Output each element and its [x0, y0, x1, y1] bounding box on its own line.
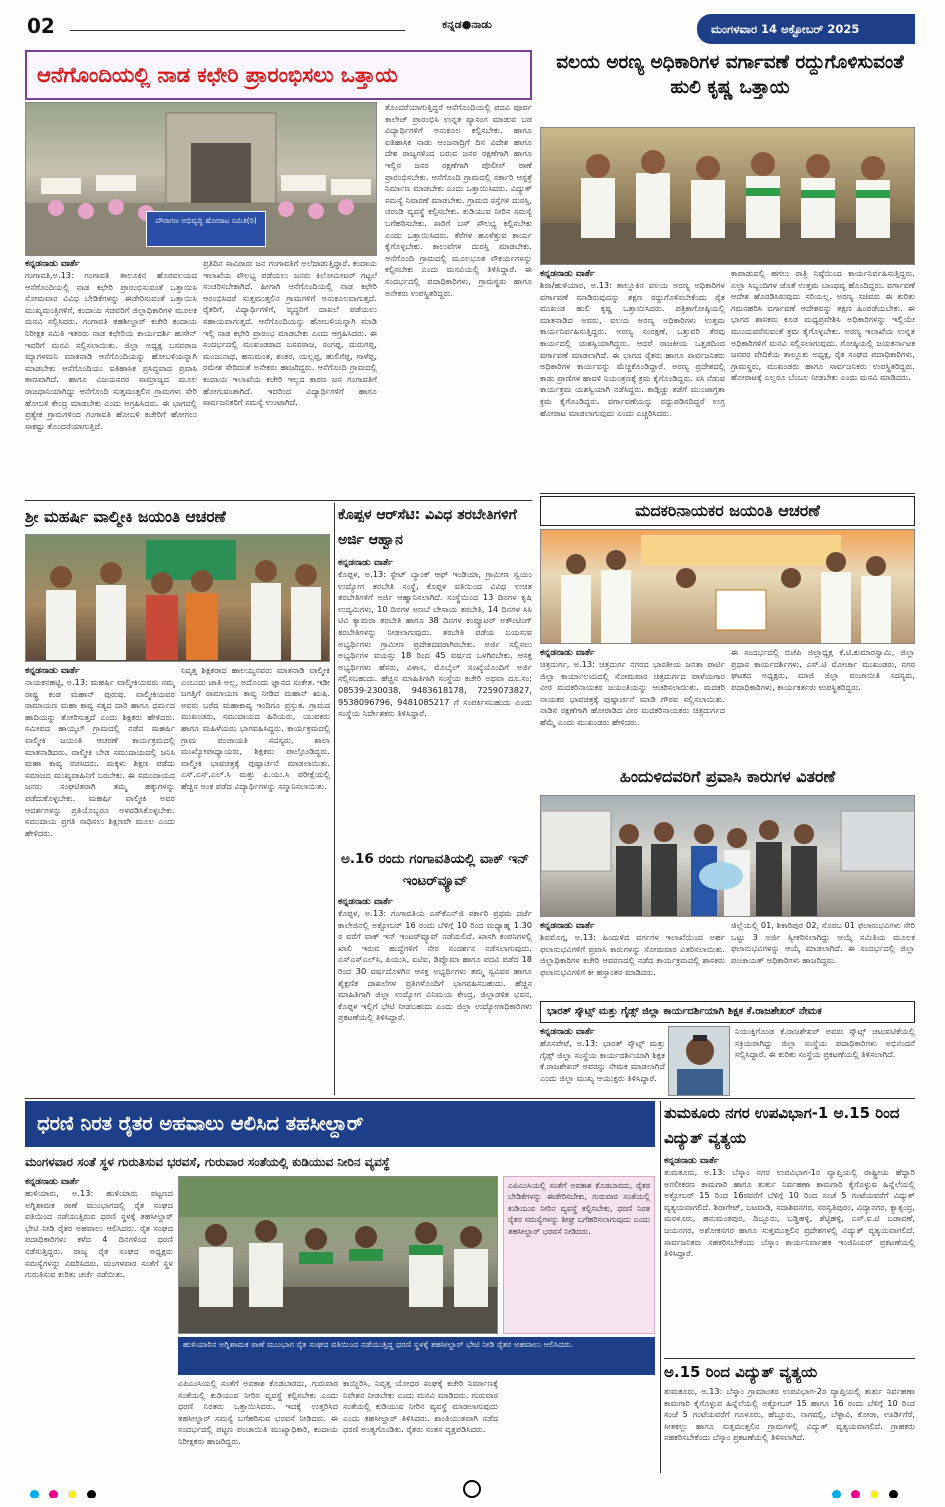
article2-byline: ಕನ್ನಡನಾಡು ವಾರ್ತೆ: [540, 269, 595, 279]
article4-body: [338, 557, 532, 846]
article9-headline-box: [25, 1101, 655, 1147]
date-banner: ಮಂಗಳವಾರ 14 ಅಕ್ಟೋಬರ್ 2025: [697, 14, 915, 44]
article1-col1: [25, 258, 197, 498]
article4-byline: ಕನ್ನಡನಾಡು ವಾರ್ತೆ: [338, 558, 393, 568]
article3-col1-text: ನಾಯಕನಹಟ್ಟಿ, ಅ.13: ಮಹರ್ಷಿ ವಾಲ್ಮೀಕಿಯವರು ನಮ್ಮ ರಾಷ್ಟ್ರ ಕಂಡ ಮಹಾನ್ ಪುರುಷ. ವಾಲ್ಮೀಕಿಯವರ ರಾಮಾಯಣ ಮಹಾ ಕಾವ್ಯ ಸತ್ಯದ ದಾರಿ ಹಾಗೂ ಧರ್ಮದ ಹಾದಿಯನ್ನು ತೋರಿಸುತ್ತದೆ ಎಂದು ಶಿಕ್ಷಕರು ಹೇಳಿದರು. ಸಮೀಪದ ಹಾಯ್ಕಲ್ ಗ್ರಾಮದಲ್ಲಿ ನಡೆದ ಮಹರ್ಷಿ ವಾಲ್ಮೀಕಿ ಜಯಂತಿ ಆಚರಣೆ ಕಾರ್ಯಕ್ರಮದಲ್ಲಿ ಮಾತನಾಡಿದರು. ವಾಲ್ಮೀಕಿ ಬೇಡ ಸಮುದಾಯದಲ್ಲಿ ಜನಿಸಿ ಮಹಾ ಕಾವ್ಯ ರಚಿಸಿದರು. ಮಕ್ಕಳು ಶಿಕ್ಷಣ ಪಡೆದು ಸಮಾಜದ ಮುಖ್ಯವಾಹಿನಿಗೆ ಬರಬೇಕು. ಈ ಸಮುದಾಯದ ಜನರು ಸಂಘಟಿತರಾಗಿ ತಮ್ಮ ಹಕ್ಕುಗಳನ್ನು ಪಡೆದುಕೊಳ್ಳಬೇಕು. ಮಹರ್ಷಿ ವಾಲ್ಮೀಕಿ ಅವರ ಆದರ್ಶಗಳನ್ನು ಪ್ರತಿಯೊಬ್ಬರೂ ಅಳವಡಿಸಿಕೊಳ್ಳಬೇಕು. ಸಮುದಾಯ ಪ್ರಗತಿ ಸಾಧಿಸಲು ಶಿಕ್ಷಣವೇ ಮೂಲ ಎಂದು ಹೇಳಿದರು.: [25, 677, 175, 838]
article10-headline: ತುಮಕೂರು ನಗರ ಉಪವಿಭಾಗ-1 ಅ.15 ರಿಂದ ವಿದ್ಯುತ್ ವ್ಯತ್ಯಯ: [664, 1104, 900, 1147]
divider-col-a: [334, 503, 335, 1095]
registration-marks-left: [30, 1484, 150, 1498]
article9-col2: ಎಪಿಎಂಸಿಯಲ್ಲಿ ಸಂತೆಗೆ ಅವಕಾಶ ಕೊಡಬಾರದು, ಗುರುವಾರ ಸಂತೆಯಲ್ಲಿ ಕುಡಿಯುವ ನೀರಿನ ವ್ಯವಸ್ಥೆ ಕಲ್ಪಿಸಬೇಕು ಎಂದು ಧರಣಿ ನಿರತರು ಒತ್ತಾಯಿಸಿದರು. ಇದಕ್ಕೆ ಉತ್ತರಿಸಿದ ತಹಸೀಲ್ದಾರ್ ಸಮಸ್ಯೆ ಬಗೆಹರಿಸುವ ಭರವಸೆ ನೀಡಿದರು. ಈ ಸಂದರ್ಭದಲ್ಲಿ ಪಟ್ಟಣ ಪಂಚಾಯಿತಿ ಮುಖ್ಯಾಧಿಕಾರಿ, ಕಂದಾಯ ನಿರೀಕ್ಷಕರು ಹಾಜರಿದ್ದರು.: [178, 1378, 338, 1446]
article6-col1: [540, 647, 725, 759]
article1-headline-box: [25, 50, 532, 100]
article7-byline: ಕನ್ನಡನಾಡು ವಾರ್ತೆ: [540, 921, 595, 931]
article8-headline-box: [540, 1001, 915, 1023]
article5-body-text: ಕೊಪ್ಪಳ, ಅ.13: ಗಂಗಾವತಿಯ ಎಸ್‌ಕೆಎನ್‌ಜಿ ಸರ್ಕಾರಿ ಪ್ರಥಮ ದರ್ಜೆ ಕಾಲೇಜಿನಲ್ಲಿ ಅಕ್ಟೋಬರ್ 16 ರಂದು ಬೆಳಿಗ್ಗೆ 10 ರಿಂದ ಮಧ್ಯಾಹ್ನ 1.30 ರ ವರೆಗೆ ವಾಕ್ ಇನ್ ಇಂಟರ್‌ವ್ಯೂವ್ ನಡೆಯಲಿದೆ. ಖಾಸಗಿ ಕಂಪನಿಗಳಲ್ಲಿ ಖಾಲಿ ಇರುವ ಹುದ್ದೆಗಳಿಗೆ ನೇರ ಸಂದರ್ಶನ ನಡೆಸಲಾಗುವುದು. ಎಸ್‌ಎಸ್‌ಎಲ್‌ಸಿ, ಪಿಯುಸಿ, ಐಟಿಐ, ಡಿಪ್ಲೊಮಾ ಹಾಗೂ ಪದವಿ ಪಡೆದ 18 ರಿಂದ 30 ವರ್ಷದೊಳಗಿನ ಆಸಕ್ತ ಅಭ್ಯರ್ಥಿಗಳು ತಮ್ಮ ಸ್ವವಿವರ ಹಾಗೂ ಶೈಕ್ಷಣಿಕ ದಾಖಲೆಗಳ ಪ್ರತಿಗಳೊಂದಿಗೆ ಭಾಗವಹಿಸಬಹುದು. ಹೆಚ್ಚಿನ ಮಾಹಿತಿಗಾಗಿ ಜಿಲ್ಲಾ ಉದ್ಯೋಗ ವಿನಿಮಯ ಕೇಂದ್ರ, ಜಿಲ್ಲಾಡಳಿತ ಭವನ, ಕೊಪ್ಪಳ ಇಲ್ಲಿಗೆ ಭೇಟಿ ನೀಡಬಹುದು ಎಂದು ಜಿಲ್ಲಾ ಉದ್ಯೋಗಾಧಿಕಾರಿಗಳು ಪ್ರಕಟಣೆಯಲ್ಲಿ ತಿಳಿಸಿದ್ದಾರೆ.: [338, 908, 532, 1023]
article10-body: [664, 1155, 915, 1355]
article1-col1-text: ಗಂಗಾವತಿ,ಅ.13: ಗಂಗಾವತಿ ತಾಲೂಕಿನ ಹೊರವಲಯದ ಆನೆಗೊಂದಿಯಲ್ಲಿ ನಾಡ ಕಛೇರಿ ಪ್ರಾರಂಭಿಸುವಂತೆ ಒತ್ತಾಯಿಸಿ ಸೋಮವಾರ ವಿವಿಧ ಬೇಡಿಕೆಗಳನ್ನು ಈಡೇರಿಸುವಂತೆ ಒತ್ತಾಯಿಸಿ ಮುಖ್ಯಮಂತ್ರಿಗಳಿಗೆ, ಕಂದಾಯ ಸಚಿವರಿಗೆ ಜಿಲ್ಲಾಧಿಕಾರಿಗಳ ಮೂಲಕ ಮನವಿ ಸಲ್ಲಿಸಿದರು. ಗಂಗಾವತಿ ತಹಶೀಲ್ದಾರ್ ಕಚೇರಿ ಕಂದಾಯ ನಿರೀಕ್ಷಕ ಸಮಿತಿ ಇತರರು ನಾಡ ಕಛೇರಿಯ ಕಾರ್ಯದರ್ಶಿ ಹುಸೇನ್ ಇವರಿಗೆ ಮನವಿ ಸಲ್ಲಿಸಲಾಯಿತು. ಜಿಲ್ಲಾ ಅಧ್ಯಕ್ಷ ಬಸವರಾಜ ಮ್ಯಾಗಳಮನಿ ಮಾತನಾಡಿ ಆನೆಗೊಂದಿಯನ್ನು ಹೋಬಳಿಯನ್ನಾಗಿ ಮಾಡಬೇಕು ಆನೆಗೊಂದಿಯು ಐತಿಹಾಸಿಕ ಪ್ರಸಿದ್ಧವಾದ ಪ್ರವಾಸಿ ತಾಣವಾಗಿದೆ. ಹಾಗೂ ವಿಜಯನಗರ ಸಾಮ್ರಾಜ್ಯದ ಮೂಲ ರಾಜಧಾನಿಯಾಗಿದ್ದು ಆನೆಗೊಂದಿ ಸುತ್ತಮುತ್ತಲಿನ ಗ್ರಾಮಗಳು ಸೇರಿ ಹೋಬಳಿ ಕೇಂದ್ರ ಮಾಡಬೇಕು ಎಂದು ಆಗ್ರಹಿಸಿದರು. ಈ ಭಾಗದಲ್ಲಿ ಪ್ರತ್ಯೇಕ ಗ್ರಾಮಗಳಿಂದ ಗಂಗಾವತಿ ಹೋಬಳಿ ಕಚೇರಿಗೆ ಹೋಗಲು ಸಾಕಷ್ಟು ತೊಂದರೆಯಾಗುತ್ತಿದೆ.: [25, 270, 197, 431]
reg-dot-black-r: [889, 1490, 898, 1498]
article6-photo: [540, 529, 915, 644]
article8-col1-text: ಹೊಸಪೇಟೆ, ಅ.13: ಭಾರತ್ ಸ್ಕೌಟ್ಸ್ ಮತ್ತು ಗೈಡ್ಸ್ ಜಿಲ್ಲಾ ಸಂಸ್ಥೆಯ ಕಾರ್ಯದರ್ಶಿಯಾಗಿ ಶಿಕ್ಷಕ ಕೆ.ರಾಜಶೇಖರ್ ಅವರನ್ನು ನೇಮಕ ಮಾಡಲಾಗಿದೆ ಎಂದು ಜಿಲ್ಲಾ ಮುಖ್ಯ ಆಯುಕ್ತರು ತಿಳಿಸಿದ್ದಾರೆ.: [540, 1038, 665, 1083]
article4-headline: ಕೊಪ್ಪಳ ಆರ್‌ಸೆಟಿ: ವಿವಿಧ ತರಬೇತಿಗಳಿಗೆ ಅರ್ಜಿ ಆಹ್ವಾನ: [338, 507, 517, 548]
article9-caption: ಹುಳಿಯಾರಿನ ಅಗ್ನಿಶಾಮಕ ಠಾಣೆ ಮುಂಭಾಗ ರೈತ ಸಂಘದ ವತಿಯಿಂದ ನಡೆಯುತ್ತಿದ್ದ ಧರಣಿ ಸ್ಥಳಕ್ಕೆ ತಹಸೀಲ್ದಾರ್ ಭೇಟಿ ನೀಡಿ ರೈತರ ಅಹವಾಲು ಆಲಿಸಿದರು.: [178, 1337, 655, 1375]
reg-dot-yellow: [68, 1490, 77, 1498]
car-handover-photo-svg: [541, 796, 915, 917]
article6-byline: ಕನ್ನಡನಾಡು ವಾರ್ತೆ: [540, 648, 595, 658]
article3-col2: ನಿವೃತ್ತ ಶಿಕ್ಷಕರಾದ ಹಾಲಯ್ಯನವರು ಮಾತನಾಡಿ ವಾಲ್ಮೀಕಿ ಎಂಬುದು ಜಾತಿ ಅಲ್ಲ, ಅದೊಂದು ಜ್ಞಾನದ ಸಂಕೇತ. ಇಡೀ ಜಗತ್ತಿಗೆ ರಾಮಾಯಣ ಕಾವ್ಯ ನೀಡಿದ ಮಹಾನ್ ಋಷಿ. ಅವರು ಬರೆದ ಮಹಾಕಾವ್ಯ ಇಂದಿಗೂ ಪ್ರಸ್ತುತ. ಗ್ರಾಮದ ಮುಖಂಡರು, ಸಮುದಾಯದ ಹಿರಿಯರು, ಯುವಕರು ಹಾಗೂ ಮಹಿಳೆಯರು ಭಾಗವಹಿಸಿದ್ದರು. ಕಾರ್ಯಕ್ರಮದಲ್ಲಿ ಗ್ರಾಮ ಪಂಚಾಯತಿ ಸದಸ್ಯರು, ಶಾಲಾ ಮುಖ್ಯೋಪಾಧ್ಯಾಯರು, ಶಿಕ್ಷಕರು ಪಾಲ್ಗೊಂಡಿದ್ದರು. ವಾಲ್ಮೀಕಿ ಭಾವಚಿತ್ರಕ್ಕೆ ಪುಷ್ಪಾರ್ಚನೆ ಮಾಡಲಾಯಿತು. ಎಸ್.ಎಸ್.ಎಲ್.ಸಿ ಮತ್ತು ಪಿ.ಯು.ಸಿ ಪರೀಕ್ಷೆಯಲ್ಲಿ ಹೆಚ್ಚಿನ ಅಂಕ ಪಡೆದ ವಿದ್ಯಾರ್ಥಿಗಳನ್ನು ಸನ್ಮಾನಿಸಲಾಯಿತು.: [181, 665, 330, 791]
article1-photo: [25, 102, 377, 256]
photo-banner: ಪೌರಾಗಣ ಅಭಿವೃದ್ಧಿ ಹೋರಾಟ ಸಮಿತಿ(ರಿ): [146, 211, 266, 247]
article3-col1: [25, 665, 175, 1095]
article9-col4: [503, 1378, 655, 1471]
article1-headline: ಆನೆಗೊಂದಿಯಲ್ಲಿ ನಾಡ ಕಛೇರಿ ಪ್ರಾರಂಭಿಸಲು ಒತ್ತಾಯ: [37, 63, 398, 87]
article9-subheadline: ಮಂಗಳವಾರ ಸಂತೆ ಸ್ಥಳ ಗುರುತಿಸುವ ಭರವಸೆ, ಗುರುವಾರ ಸಂತೆಯಲ್ಲಿ ಕುಡಿಯುವ ನೀರಿನ ವ್ಯವಸ್ಥೆ: [25, 1155, 390, 1169]
registration-target: [463, 1480, 481, 1498]
portrait-photo-svg: [669, 1027, 730, 1096]
divider-mid-right: [540, 493, 915, 494]
masthead-rule: [70, 30, 405, 31]
valmiki-photo-svg: [26, 535, 330, 662]
jayanti-photo-svg: [541, 530, 915, 644]
reg-dot-yellow-r: [870, 1490, 879, 1498]
article4-body-text: ಕೊಪ್ಪಳ, ಅ.13: ಸ್ಟೇಟ್ ಬ್ಯಾಂಕ್ ಆಫ್ ಇಂಡಿಯಾ, ಗ್ರಾಮೀಣ ಸ್ವಯಂ ಉದ್ಯೋಗ ತರಬೇತಿ ಸಂಸ್ಥೆ, ಕೊಪ್ಪಳ ವತಿಯಿಂದ ವಿವಿಧ ಉಚಿತ ತರಬೇತಿಗಳಿಗೆ ಅರ್ಜಿ ಆಹ್ವಾನಿಸಲಾಗಿದೆ. ಸಂಸ್ಥೆಯಿಂದ 13 ದಿನಗಳ ಕೃಷಿ ಉದ್ಯಮಿಗಳು, 10 ದಿನಗಳ ಅಣಬೆ ಬೇಸಾಯ ತರಬೇತಿ, 14 ದಿನಗಳ ಸಿಸಿ ಟಿವಿ ಕ್ಯಾಮರಾ ತರಬೇತಿ ಹಾಗೂ 38 ದಿನಗಳ ಕಂಪ್ಯೂಟರ್ ಅಕೌಂಟಿಂಗ್ ತರಬೇತಿಗಳನ್ನು ನೀಡಲಾಗುವುದು. ತರಬೇತಿ ಪಡೆಯ ಬಯಸುವ ಅಭ್ಯರ್ಥಿಗಳು ಗ್ರಾಮೀಣ ಪ್ರದೇಶದವರಾಗಿರಬೇಕು. ಅರ್ಜಿ ಸಲ್ಲಿಸಲು ಅಭ್ಯರ್ಥಿಗಳ ವಯಸ್ಸು 18 ರಿಂದ 45 ವರ್ಷದ ಒಳಗಿರಬೇಕು. ಆಸಕ್ತ ಅಭ್ಯರ್ಥಿಗಳು ಹೆಸರು, ವಿಳಾಸ, ಮೊಬೈಲ್ ಸಂಖ್ಯೆಯೊಂದಿಗೆ ಅರ್ಜಿ ಸಲ್ಲಿಸಬಹುದು. ಹೆಚ್ಚಿನ ಮಾಹಿತಿಗಾಗಿ ಸಂಸ್ಥೆಯ ಕಚೇರಿ ಅಥವಾ ದೂ.ಸಂ: 08539-230038, 9483618178, 7259073827, 9538096796, 9481085217 ಗೆ ಸಂಪರ್ಕಿಸಬಹುದು ಎಂದು ಸಂಸ್ಥೆಯ ನಿರ್ದೇಶಕರು ತಿಳಿಸಿದ್ದಾರೆ.: [338, 569, 532, 719]
article10-body-text: ತುಮಕೂರು, ಅ.13: ಬೆಸ್ಕಾಂ ನಗರ ಉಪವಿಭಾಗ-1ರ ವ್ಯಾಪ್ತಿಯಲ್ಲಿ ರಾಷ್ಟ್ರೀಯ ಹೆದ್ದಾರಿ ಅಗಲೀಕರಣ ಕಾಮಗಾರಿ ಹಾಗೂ ತುರ್ತು ನಿರ್ವಹಣಾ ಕಾಮಗಾರಿ ಕೈಗೊಳ್ಳುವ ಹಿನ್ನೆಲೆಯಲ್ಲಿ ಅಕ್ಟೋಬರ್ 15 ರಿಂದ 16ರವರೆಗೆ ಬೆಳಿಗ್ಗೆ 10 ರಿಂದ ಸಂಜೆ 5 ಗಂಟೆಯವರೆಗೆ ವಿದ್ಯುತ್ ವ್ಯತ್ಯಯವಾಗಲಿದೆ. ಶಿರಾಗೇಟ್, ಬಟವಾಡಿ, ಸದಾಶಿವನಗರ, ಸರಸ್ವತಿಪುರಂ, ವಿದ್ಯಾನಗರ, ಕ್ಯಾತ್ಸಂದ್ರ, ಮರಳೂರು, ಹನುಮಂತಪುರ, ದಿಬ್ಬೂರು, ಬಡ್ಡಿಹಳ್ಳಿ, ಶೆಟ್ಟಿಹಳ್ಳಿ, ಎಸ್.ಐ.ಟಿ ಬಡಾವಣೆ, ಜಯನಗರ, ಅಶೋಕನಗರ ಹಾಗೂ ಸುತ್ತಮುತ್ತಲಿನ ಪ್ರದೇಶಗಳಲ್ಲಿ ವಿದ್ಯುತ್ ವ್ಯತ್ಯಯವಾಗಲಿದೆ. ಸಾರ್ವಜನಿಕರು ಸಹಕರಿಸಬೇಕೆಂದು ಬೆಸ್ಕಾಂ ಕಾರ್ಯನಿರ್ವಾಹಕ ಇಂಜಿನಿಯರ್ ಪ್ರಕಟಣೆಯಲ್ಲಿ ತಿಳಿಸಿದ್ದಾರೆ.: [664, 1167, 915, 1259]
registration-marks-right: [832, 1484, 932, 1498]
page-number: 02: [27, 14, 55, 38]
article10-byline: ಕನ್ನಡನಾಡು ವಾರ್ತೆ: [664, 1156, 719, 1166]
article8-col1: [540, 1026, 665, 1096]
article6-headline: ಮದಕರಿನಾಯಕರ ಜಯಂತಿ ಆಚರಣೆ: [635, 501, 820, 520]
divider-bottom: [25, 1098, 915, 1099]
article9-col3: ಕಾಯ್ದಿರಿಸಿ, ನಿವೃತ್ತ ಯೋಧರ ಸಂಘಕ್ಕೆ ಕಚೇರಿ ನಿರ್ಮಾಣಕ್ಕೆ ನಿವೇಶನ ನೀಡಬೇಕು ಎಂದು ಮನವಿ ಮಾಡಿದರು. ಗುರುವಾರ ಸಂತೆಯಲ್ಲಿ ಕುಡಿಯುವ ನೀರಿನ ವ್ಯವಸ್ಥೆ ಮಾಡಲಾಗುವುದು ಎಂದು ತಹಸೀಲ್ದಾರ್ ತಿಳಿಸಿದರು. ಶಾಂತಿಯುತವಾಗಿ ನಡೆದ ಧರಣಿ ಅಂತ್ಯಗೊಂಡಿತು. ರೈತರು ಸಂತಸ ವ್ಯಕ್ತಪಡಿಸಿದರು.: [343, 1378, 498, 1435]
article8-col2: ನಿಯುಕ್ತಿಗೊಂಡ ಕೆ.ರಾಜಶೇಖರ್ ಅವರು ಸ್ಕೌಟ್ಸ್ ಚಟುವಟಿಕೆಯಲ್ಲಿ ಸಕ್ರಿಯರಾಗಿದ್ದು ಜಿಲ್ಲಾ ಸಂಸ್ಥೆಯ ಪದಾಧಿಕಾರಿಗಳು ಅಭಿನಂದನೆ ಸಲ್ಲಿಸಿದ್ದಾರೆ. ಈ ಕುರಿತು ಸಂಸ್ಥೆಯ ಪ್ರಕಟಣೆಯಲ್ಲಿ ತಿಳಿಸಲಾಗಿದೆ.: [735, 1026, 915, 1060]
article3-headline: ಶ್ರೀ ಮಹರ್ಷಿ ವಾಲ್ಮೀಕಿ ಜಯಂತಿ ಆಚರಣೆ: [25, 508, 226, 526]
article9-photo: [178, 1176, 498, 1334]
article3-byline: ಕನ್ನಡನಾಡು ವಾರ್ತೆ: [25, 666, 80, 676]
article9-headline: ಧರಣಿ ನಿರತ ರೈತರ ಅಹವಾಲು ಆಲಿಸಿದ ತಹಸೀಲ್ದಾರ್: [37, 1112, 364, 1135]
article2-col1: [540, 268, 725, 490]
article1-col3: ತೊಂದರೆಯಾಗುತ್ತಿದ್ದರೆ ಆನೆಗೊಂದಿಯಲ್ಲಿ ಪದವಿ ಪೂರ್ವ ಕಾಲೇಜ್ ಪ್ರಾರಂಭಿಸಿ ಉನ್ನತ ವ್ಯಾಸಂಗ ಮಾಡುವ ಬಡ ವಿದ್ಯಾರ್ಥಿಗಳಿಗೆ ಅನುಕೂಲ ಕಲ್ಪಿಸಬೇಕು. ಹಾಗೂ ಐತಿಹಾಸಿಕ ನಾಡು ಆಂಜನಾದ್ರಿಗೆ ದಿನ ವಿದೇಶ ಹಾಗೂ ದೇಶ ರಾಜ್ಯಗಳಿಂದ ಬರುವ ಜನರ ರಕ್ಷಣೆಗಾಗಿ ಹಾಗೂ ಇಲ್ಲಿನ ಜನರ ರಕ್ಷಣೆಗಾಗಿ ಪೊಲೀಸ್ ಠಾಣೆ ಪ್ರಾರಂಭಿಸಬೇಕು. ಆನೆಗೊಂದಿ ಗ್ರಾಮದಲ್ಲಿ ಸರ್ಕಾರಿ ಆಸ್ಪತ್ರೆ ನಿರ್ಮಾಣ ಮಾಡಬೇಕು ಎಂದು ಒತ್ತಾಯಿಸಿದರು. ವಿದ್ಯುತ್ ಸಮಸ್ಯೆ ನಿವಾರಣೆ ಮಾಡಬೇಕು. ಗ್ರಾಮದ ರಸ್ತೆಗಳ ದುರಸ್ತಿ, ಚರಂಡಿ ವ್ಯವಸ್ಥೆ ಕಲ್ಪಿಸಬೇಕು. ಕುಡಿಯುವ ನೀರಿನ ಸಮಸ್ಯೆ ಬಗೆಹರಿಸಬೇಕು. ಸಾರಿಗೆ ಬಸ್ ಸೌಲಭ್ಯ ಕಲ್ಪಿಸಬೇಕು ಎಂದು ಒತ್ತಾಯಿಸಿದರು. ಕೆರೆಗಳ ಹೂಳೆತ್ತುವ ಕಾರ್ಯ ಕೈಗೊಳ್ಳಬೇಕು. ಕಾಲುವೆಗಳ ದುರಸ್ತಿ ಮಾಡಬೇಕು. ಆನೆಗೊಂದಿ ಗ್ರಾಮದಲ್ಲಿ ಮೂಲಭೂತ ಸೌಕರ್ಯಗಳನ್ನು ಕಲ್ಪಿಸಬೇಕು ಎಂದು ಮನವಿಯಲ್ಲಿ ತಿಳಿಸಿದ್ದಾರೆ. ಈ ಸಂದರ್ಭದಲ್ಲಿ ಪದಾಧಿಕಾರಿಗಳು, ಗ್ರಾಮಸ್ಥರು ಹಾಗೂ ಅನೇಕರು ಉಪಸ್ಥಿತರಿದ್ದರು.: [385, 102, 532, 298]
article7-col2: ಜಿಲ್ಲೆಯಲ್ಲಿ 01, ಶಿಕಾರಿಪುರ 02, ಸೊರಬ 01 ಫಲಾನುಭವಿಗಳು ಸೇರಿ ಒಟ್ಟು 3 ಅರ್ಜಿ ಸ್ವೀಕರಿಸಲಾಗಿದ್ದು ಆಯ್ಕೆ ಸಮಿತಿಯ ಮೂಲಕ ಫಲಾನುಭವಿಗಳನ್ನು ಆಯ್ಕೆ ಮಾಡಲಾಗಿದೆ. ಈ ಸಂದರ್ಭದಲ್ಲಿ ಜಿಲ್ಲಾ ಪಂಚಾಯತ್ ಅಧಿಕಾರಿಗಳು ಹಾಜರಿದ್ದರು.: [731, 920, 915, 965]
article6-headline-box: [540, 496, 915, 526]
article5-headline: ಅ.16 ರಂದು ಗಂಗಾವತಿಯಲ್ಲಿ ವಾಕ್ ಇನ್ ಇಂಟರ್‌ವ್ಯೂವ್: [340, 851, 530, 889]
article7-headline: ಹಿಂದುಳಿದವರಿಗೆ ಪ್ರವಾಸಿ ಕಾರುಗಳ ವಿತರಣೆ: [619, 767, 836, 786]
article8-headline: ಭಾರತ್ ಸ್ಕೌಟ್ಸ್ ಮತ್ತು ಗೈಡ್ಸ್ ಜಿಲ್ಲಾ ಕಾರ್ಯದರ್ಶಿಯಾಗಿ ಶಿಕ್ಷಕ ಕೆ.ರಾಜಶೇಖರ್ ನೇಮಕ: [547, 1006, 822, 1017]
article2-photo: [540, 127, 915, 265]
article2-col2: ಕಾಪಾಡುವಲ್ಲಿ ಹಗಲು ರಾತ್ರಿ ನಿಷ್ಠೆಯಿಂದ ಕಾರ್ಯನಿರ್ವಹಿಸುತ್ತಿದ್ದರು. ಎಲ್ಲಾ ಸಿಬ್ಬಂದಿಗಳ ಜೊತೆ ಉತ್ತಮ ಬಾಂಧವ್ಯ ಹೊಂದಿದ್ದರು. ವರ್ಗಾವಣೆ ಆದೇಶ ಹೊರಡಿಸಿರುವುದು ಸರಿಯಲ್ಲ. ಅರಣ್ಯ ಸಚಿವರು ಈ ಕುರಿತು ಗಮನಹರಿಸಿ ವರ್ಗಾವಣೆ ಆದೇಶವನ್ನು ತಕ್ಷಣ ಹಿಂಪಡೆಯಬೇಕು. ಈ ಭಾಗದ ಶಾಸಕರು ಕೂಡ ಮಧ್ಯಪ್ರವೇಶಿಸಿ ಅಧಿಕಾರಿಗಳನ್ನು ಇಲ್ಲಿಯೇ ಮುಂದುವರೆಸುವಂತೆ ಕ್ರಮ ಕೈಗೊಳ್ಳಬೇಕು. ಅರಣ್ಯ ಇಲಾಖೆಯ ಉನ್ನತ ಅಧಿಕಾರಿಗಳಿಗೆ ಮನವಿ ಸಲ್ಲಿಸಲಾಗುವುದು. ಗೋಷ್ಠಿಯಲ್ಲಿ ಜಯಕರ್ನಾಟಕ ಜನಪರ ವೇದಿಕೆಯ ತಾಲ್ಲೂಕು ಅಧ್ಯಕ್ಷ, ರೈತ ಸಂಘದ ಪದಾಧಿಕಾರಿಗಳು, ಗ್ರಾಮಸ್ಥರು, ಮುಖಂಡರು ಹಾಗೂ ಸಾರ್ವಜನಿಕರು ಉಪಸ್ಥಿತರಿದ್ದರು. ಹೋರಾಟಕ್ಕೆ ಎಲ್ಲರೂ ಬೆಂಬಲ ನೀಡಬೇಕು ಎಂದು ಮನವಿ ಮಾಡಿದರು.: [731, 268, 915, 383]
article7-col1: [540, 920, 725, 998]
article5-body: [338, 896, 532, 1095]
article11-body: ತುಮಕೂರು, ಅ.13: ಬೆಸ್ಕಾಂ ಗ್ರಾಮಾಂತರ ಉಪವಿಭಾಗ-2ರ ವ್ಯಾಪ್ತಿಯಲ್ಲಿ ತುರ್ತು ನಿರ್ವಹಣಾ ಕಾಮಗಾರಿ ಕೈಗೊಳ್ಳುವ ಹಿನ್ನೆಲೆಯಲ್ಲಿ ಅಕ್ಟೋಬರ್ 15 ಹಾಗೂ 16 ರಂದು ಬೆಳಿಗ್ಗೆ 10 ರಿಂದ ಸಂಜೆ 5 ಗಂಟೆಯವರೆಗೆ ಗೂಳೂರು, ಹೆಬ್ಬೂರು, ನಾಗವಲ್ಲಿ, ಬೆಳ್ಳಾವಿ, ಕೋರಾ, ಊರ್ಡಿಗೆರೆ, ಸೀತಕಲ್ಲು ಹಾಗೂ ಸುತ್ತಮುತ್ತಲಿನ ಗ್ರಾಮಗಳಲ್ಲಿ ವಿದ್ಯುತ್ ವ್ಯತ್ಯಯವಾಗಲಿದೆ. ಗ್ರಾಹಕರು ಸಹಕರಿಸಬೇಕೆಂದು ಬೆಸ್ಕಾಂ ಪ್ರಕಟಣೆಯಲ್ಲಿ ತಿಳಿಸಲಾಗಿದೆ.: [664, 1386, 915, 1443]
divider-mid-left: [25, 500, 532, 501]
article7-col1-text: ಶಿವಮೊಗ್ಗ, ಅ.13: ಹಿಂದುಳಿದ ವರ್ಗಗಳ ಇಲಾಖೆಯಿಂದ ಅರ್ಹ ಫಲಾನುಭವಿಗಳಿಗೆ ಪ್ರವಾಸಿ ಕಾರುಗಳನ್ನು ಸೋಮವಾರ ವಿತರಿಸಲಾಯಿತು. ಜಿಲ್ಲಾಧಿಕಾರಿಗಳ ಕಚೇರಿ ಆವರಣದಲ್ಲಿ ನಡೆದ ಕಾರ್ಯಕ್ರಮದಲ್ಲಿ ಶಾಸಕರು ಫಲಾನುಭವಿಗಳಿಗೆ ಕೀ ಹಸ್ತಾಂತರ ಮಾಡಿದರು.: [540, 932, 725, 977]
article9-byline: ಕನ್ನಡನಾಡು ವಾರ್ತೆ: [25, 1177, 80, 1187]
press-meet-photo-svg: [541, 128, 915, 265]
reg-dot-magenta-r: [851, 1490, 860, 1498]
article1-byline: ಕನ್ನಡನಾಡು ವಾರ್ತೆ: [25, 259, 80, 269]
article9-col1: [25, 1176, 173, 1471]
article8-portrait: [668, 1026, 730, 1096]
reg-dot-black: [87, 1490, 96, 1498]
reg-dot-cyan: [30, 1490, 39, 1498]
farmers-protest-photo-svg: [179, 1177, 498, 1334]
article2-col1-text: ಶಿರಾ/ಹುಳಿಯಾರ, ಅ.13: ತಾಲ್ಲೂಕಿನ ವಲಯ ಅರಣ್ಯ ಅಧಿಕಾರಿಗಳ ವರ್ಗಾವಣೆ ಮಾಡಿರುವುದನ್ನು ತಕ್ಷಣ ರದ್ದುಗೊಳಿಸಬೇಕೆಂದು ರೈತ ಮುಖಂಡ ಹುಲಿ ಕೃಷ್ಣ ಒತ್ತಾಯಿಸಿದರು. ಪತ್ರಿಕಾಗೋಷ್ಠಿಯಲ್ಲಿ ಮಾತನಾಡಿದ ಅವರು, ವಲಯ ಅರಣ್ಯ ಅಧಿಕಾರಿಗಳು ಉತ್ತಮ ಕಾರ್ಯನಿರ್ವಹಿಸುತ್ತಿದ್ದರು. ಅರಣ್ಯ ಸಂರಕ್ಷಣೆ, ಒತ್ತುವರಿ ತೆರವು ಕಾರ್ಯದಲ್ಲಿ ಯಶಸ್ವಿಯಾಗಿದ್ದರು. ಆದರೆ ರಾಜಕೀಯ ಒತ್ತಡದಿಂದ ವರ್ಗಾವಣೆ ಮಾಡಲಾಗಿದೆ. ಈ ಭಾಗದ ರೈತರು ಹಾಗೂ ಸಾರ್ವಜನಿಕರು ಅಧಿಕಾರಿಗಳ ಕಾರ್ಯವನ್ನು ಮೆಚ್ಚಿಕೊಂಡಿದ್ದಾರೆ. ಅರಣ್ಯ ಪ್ರದೇಶದಲ್ಲಿ ಕಾಡು ಪ್ರಾಣಿಗಳ ಹಾವಳಿ ನಿಯಂತ್ರಣಕ್ಕೆ ಕ್ರಮ ಕೈಗೊಂಡಿದ್ದರು. ಸಸಿ ನೆಡುವ ಕಾರ್ಯಕ್ರಮ ಯಶಸ್ವಿಯಾಗಿ ನಡೆಸಿದ್ದರು. ಕಾಡ್ಗಿಚ್ಚು ತಡೆಗೆ ಮುಂಜಾಗ್ರತಾ ಕ್ರಮ ಕೈಗೊಂಡಿದ್ದರು. ವರ್ಗಾವಣೆಯನ್ನು ರದ್ದುಪಡಿಸದಿದ್ದರೆ ಉಗ್ರ ಹೋರಾಟ ಮಾಡಲಾಗುವುದು ಎಂದು ಎಚ್ಚರಿಸಿದರು.: [540, 280, 725, 418]
reg-dot-cyan-r: [832, 1490, 841, 1498]
article3-photo: [25, 534, 330, 662]
article11-headline: ಅ.15 ರಿಂದ ವಿದ್ಯುತ್ ವ್ಯತ್ಯಯ: [664, 1358, 915, 1384]
article1-col3b: [385, 400, 532, 498]
reg-dot-magenta: [49, 1490, 58, 1498]
article8-byline: ಕನ್ನಡನಾಡು ವಾರ್ತೆ: [540, 1027, 595, 1037]
article7-photo: [540, 795, 915, 917]
article6-col1-text: ಚಿತ್ರದುರ್ಗ, ಅ.13: ಚಿತ್ರದುರ್ಗ ನಗರದ ಭಾರತೀಯ ಜನತಾ ಪಾರ್ಟಿ ಜಿಲ್ಲಾ ಕಾರ್ಯಾಲಯದಲ್ಲಿ ಸೋಮವಾರ ಚಿತ್ರದುರ್ಗದ ಪಾಳೆಯಗಾರ ವೀರ ಮದಕರಿನಾಯಕರ ಜಯಂತಿಯನ್ನು ಆಚರಿಸಲಾಯಿತು. ಮದಕರಿ ನಾಯಕರ ಭಾವಚಿತ್ರಕ್ಕೆ ಪುಷ್ಪಾರ್ಚನೆ ಮಾಡಿ ಗೌರವ ಸಲ್ಲಿಸಲಾಯಿತು. ನಾಡಿನ ರಕ್ಷಣೆಗಾಗಿ ಹೋರಾಡಿದ ವೀರ ಮದಕರಿನಾಯಕರು ಚಿತ್ರದುರ್ಗದ ಹೆಮ್ಮೆ ಎಂದು ಮುಖಂಡರು ಹೇಳಿದರು.: [540, 659, 725, 727]
article9-col1-text: ಹುಳಿಯಾರು, ಅ.13: ಹುಳಿಯಾರು ಪಟ್ಟಣದ ಅಗ್ನಿಶಾಮಕ ಠಾಣೆ ಮುಂಭಾಗದಲ್ಲಿ ರೈತ ಸಂಘದ ವತಿಯಿಂದ ನಡೆಯುತ್ತಿರುವ ಧರಣಿ ಸ್ಥಳಕ್ಕೆ ತಹಸೀಲ್ದಾರ್ ಭೇಟಿ ನೀಡಿ ರೈತರ ಅಹವಾಲು ಆಲಿಸಿದರು. ರೈತ ಸಂಘದ ಪದಾಧಿಕಾರಿಗಳು ಕಳೆದ 4 ದಿನಗಳಿಂದ ಧರಣಿ ನಡೆಸುತ್ತಿದ್ದರು. ರಾಜ್ಯ ರೈತ ಸಂಘದ ಅಧ್ಯಕ್ಷರು ಸಮಸ್ಯೆಗಳನ್ನು ವಿವರಿಸಿದರು. ಮಂಗಳವಾರ ಸಂತೆಗೆ ಸ್ಥಳ ಗುರುತಿಸುವ ಕುರಿತು ಚರ್ಚೆ ನಡೆಯಿತು.: [25, 1188, 173, 1280]
paper-name: ಕನ್ನಡ●ನಾಡು: [442, 18, 492, 31]
divider-col-b: [660, 1101, 661, 1473]
article5-byline: ಕನ್ನಡನಾಡು ವಾರ್ತೆ: [338, 897, 393, 907]
article9-sidebar: ಎಪಿಎಂಸಿಯಲ್ಲಿ ಸಂತೆಗೆ ಅವಕಾಶ ಕೊಡಬಾರದು, ರೈತರ ಬೇಡಿಕೆಗಳನ್ನು ಈಡೇರಿಸಬೇಕು, ಗುರುವಾರ ಸಂತೆಯಲ್ಲಿ ಕುಡಿಯುವ ನೀರಿನ ವ್ಯವಸ್ಥೆ ಕಲ್ಪಿಸಬೇಕು, ಧರಣಿ ನಿರತ ರೈತರ ಸಮಸ್ಯೆಗಳನ್ನು ಶೀಘ್ರ ಬಗೆಹರಿಸಲಾಗುವುದು ಎಂದು ತಹಸೀಲ್ದಾರ್ ಭರವಸೆ ನೀಡಿದರು.: [503, 1176, 655, 1334]
article1-col2: ಪ್ರತಿದಿನ ಸಾವಿರಾರು ಜನ ಗಂಗಾವತಿಗೆ ಅಲೆದಾಡುತ್ತಿದ್ದಾರೆ. ಕಂದಾಯ ಇಲಾಖೆಯ ಸೌಲಭ್ಯ ಪಡೆಯಲು ಜನರು ಕಿಲೋಮೀಟರ್ ಗಟ್ಟಲೆ ಸಂಚರಿಸಬೇಕಾಗಿದೆ. ಹೀಗಾಗಿ ಆನೆಗೊಂದಿಯಲ್ಲಿ ನಾಡ ಕಛೇರಿ ಆರಂಭಿಸಿದರೆ ಸುತ್ತಮುತ್ತಲಿನ ಗ್ರಾಮಗಳಿಗೆ ಅನುಕೂಲವಾಗುತ್ತದೆ. ರೈತರಿಗೆ, ವಿದ್ಯಾರ್ಥಿಗಳಿಗೆ, ವೃದ್ಧರಿಗೆ ದಾಖಲೆ ಪಡೆಯಲು ಸಹಾಯವಾಗುತ್ತದೆ. ಆನೆಗೊಂದಿಯನ್ನು ಹೋಬಳಿಯನ್ನಾಗಿ ಮಾಡಿ ಇಲ್ಲಿ ನಾಡ ಕಛೇರಿ ಪ್ರಾರಂಭ ಮಾಡಬೇಕು ಎಂದು ಆಗ್ರಹಿಸಿದರು. ಈ ಸಂದರ್ಭದಲ್ಲಿ ಮುಖಂಡರಾದ ಬಸವರಾಜ, ರಂಗಪ್ಪ, ದುರುಗಪ್ಪ, ಮಂಜುನಾಥ, ಹನುಮಂತ, ಶಂಕರ, ಯಲ್ಲಪ್ಪ, ಹುಲಿಗೆಪ್ಪ, ಗಾಳೆಪ್ಪ, ರಮೇಶ ಸೇರಿದಂತೆ ಅನೇಕರು ಹಾಜರಿದ್ದರು. ಆನೆಗೊಂದಿ ಗ್ರಾಮದಲ್ಲಿ ಕಂದಾಯ ಇಲಾಖೆಯ ಕಚೇರಿ ಇಲ್ಲದ ಕಾರಣ ಜನ ಗಂಗಾವತಿಗೆ ಹೋಗುವಂತಾಗಿದೆ. ಇದರಿಂದ ವಿದ್ಯಾರ್ಥಿಗಳಿಗೆ ಹಾಗೂ ಸಾರ್ವಜನಿಕರಿಗೆ ಸಮಸ್ಯೆ ಉಂಟಾಗಿದೆ.: [203, 258, 377, 408]
article6-col2: ಈ ಸಂದರ್ಭದಲ್ಲಿ ಬಿಜೆಪಿ ಜಿಲ್ಲಾಧ್ಯಕ್ಷ ಕೆ.ಟಿ.ಕುಮಾರಸ್ವಾಮಿ, ಜಿಲ್ಲಾ ಪ್ರಧಾನ ಕಾರ್ಯದರ್ಶಿಗಳು, ಎಸ್.ಟಿ ಮೋರ್ಚಾ ಮುಖಂಡರು, ನಗರ ಘಟಕದ ಅಧ್ಯಕ್ಷರು, ಮಾಜಿ ಜಿಲ್ಲಾ ಪಂಚಾಯಿತಿ ಸದಸ್ಯರು, ಪದಾಧಿಕಾರಿಗಳು, ಕಾರ್ಯಕರ್ತರು ಉಪಸ್ಥಿತರಿದ್ದರು.: [731, 647, 915, 692]
article2-headline: ವಲಯ ಅರಣ್ಯ ಅಧಿಕಾರಿಗಳ ವರ್ಗಾವಣೆ ರದ್ದುಗೊಳಿಸುವಂತೆ ಹುಲಿ ಕೃಷ್ಣ ಒತ್ತಾಯ: [556, 52, 904, 98]
